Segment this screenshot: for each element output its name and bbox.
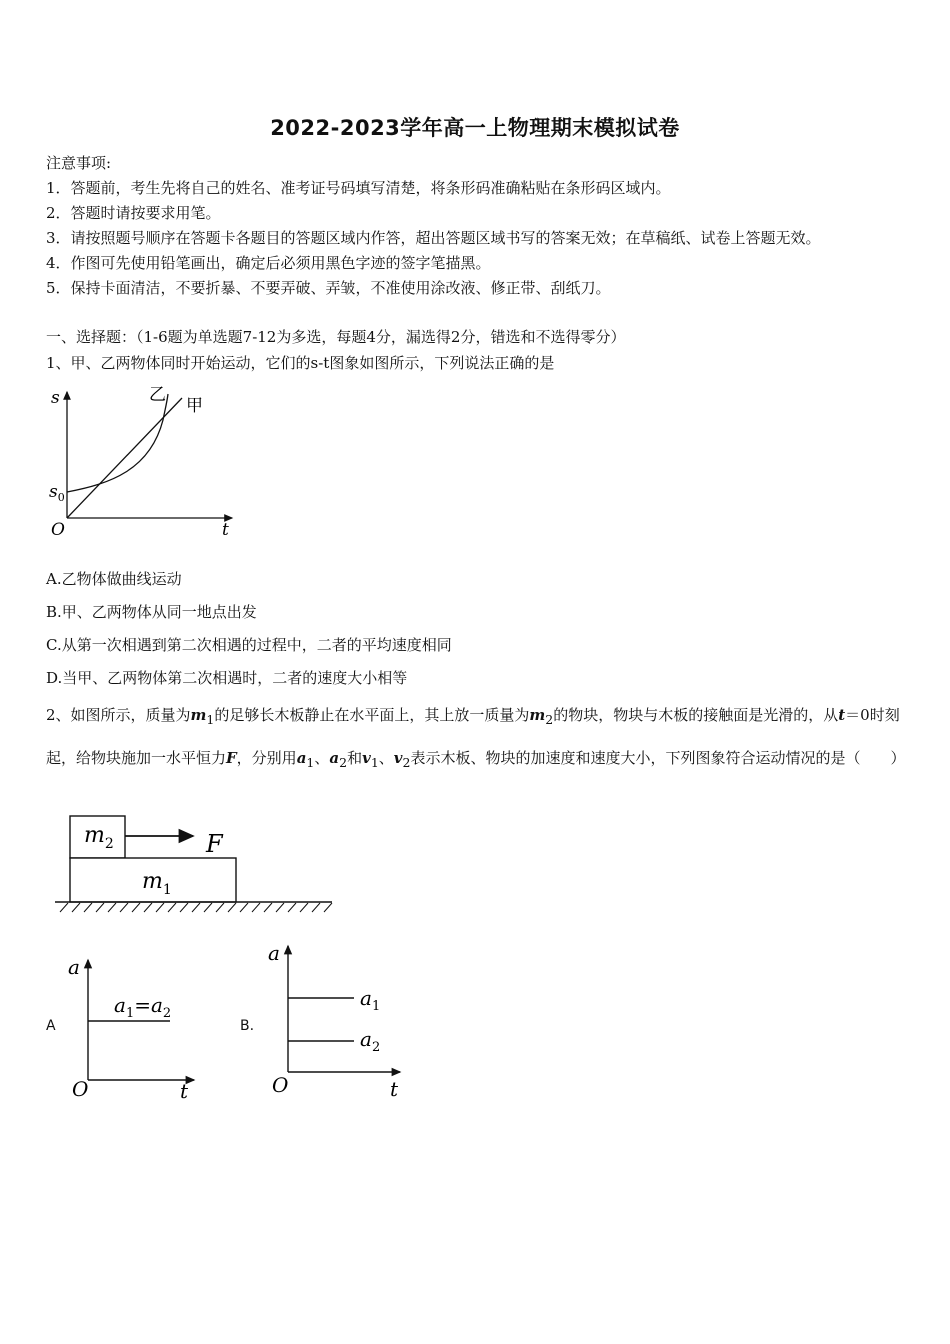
note-item: 4．作图可先使用铅笔画出，确定后必须用黑色字迹的签字笔描黑。 xyxy=(46,254,491,272)
page-title: 2022-2023学年高一上物理期末模拟试卷 xyxy=(270,116,680,140)
y-axis-label: a xyxy=(68,955,80,979)
note-item: 2．答题时请按要求用笔。 xyxy=(46,204,221,222)
note-item: 5．保持卡面清洁，不要折暴、不要弄破、弄皱，不准使用涂改液、修正带、刮纸刀。 xyxy=(46,279,611,297)
origin-label: O xyxy=(272,1073,289,1097)
note-item: 3．请按照题号顺序在答题卡各题目的答题区域内作答，超出答题区域书写的答案无效；在草稿纸、试卷上答题无效。 xyxy=(46,229,821,247)
q1-option-a: A.乙物体做曲线运动 xyxy=(46,570,182,588)
curve-yi xyxy=(67,394,168,492)
s0-label: $s_0$ xyxy=(49,482,65,504)
m1-label: $m_1$ xyxy=(142,869,172,898)
note-item: 1．答题前，考生先将自己的姓名、准考证号码填写清楚，将条形码准确粘贴在条形码区域内。 xyxy=(46,179,671,197)
origin-label: O xyxy=(72,1077,89,1101)
question-2-stem: 2、如图所示，质量为$m_1$的足够长木板静止在水平面上，其上放一质量为$m_2$的物块，物块与木板的接触面是光滑的，从t＝0时刻起，给物块施加一水平恒力F，分别用$a_1$、$a_2$和$v_1$、$v_2$表示木板、物块的加速度和速度大小，下列图象符合运动情况的是（ ） xyxy=(46,706,906,770)
a2-label: $a_2$ xyxy=(360,1027,381,1055)
ground-hatch xyxy=(60,903,332,912)
y-axis-label: a xyxy=(268,941,280,965)
q1-option-b: B.甲、乙两物体从同一地点出发 xyxy=(46,603,257,621)
line-jia-label: 甲 xyxy=(186,396,203,416)
origin-label: O xyxy=(51,520,65,540)
q2-option-a-label: A xyxy=(46,1018,56,1034)
x-axis-label: t xyxy=(390,1077,399,1101)
a1-label: $a_1$ xyxy=(360,986,381,1014)
force-label: F xyxy=(206,830,223,858)
x-axis-label: t xyxy=(180,1079,189,1103)
q2-block-figure xyxy=(50,808,340,918)
notes-heading: 注意事项: xyxy=(46,154,112,172)
y-axis-label: s xyxy=(51,388,60,408)
q1-option-d: D.当甲、乙两物体第二次相遇时，二者的速度大小相等 xyxy=(46,669,408,687)
a1-eq-a2-label: $a_1=a_2$ xyxy=(114,993,172,1021)
x-axis-label: t xyxy=(222,520,229,540)
q1-st-graph xyxy=(40,380,250,540)
q2-graph-a xyxy=(62,950,212,1105)
line-jia xyxy=(67,398,182,518)
q2-option-b-label: B. xyxy=(240,1018,255,1034)
question-1-stem: 1、甲、乙两物体同时开始运动，它们的s-t图象如图所示，下列说法正确的是 xyxy=(46,354,555,372)
q2-graph-b xyxy=(262,938,412,1103)
m2-label: $m_2$ xyxy=(84,823,114,852)
section-heading: 一、选择题：（1-6题为单选题7-12为多选，每题4分，漏选得2分，错选和不选得零分） xyxy=(46,328,626,346)
curve-yi-label: 乙 xyxy=(149,385,166,405)
q1-option-c: C.从第一次相遇到第二次相遇的过程中，二者的平均速度相同 xyxy=(46,636,452,654)
